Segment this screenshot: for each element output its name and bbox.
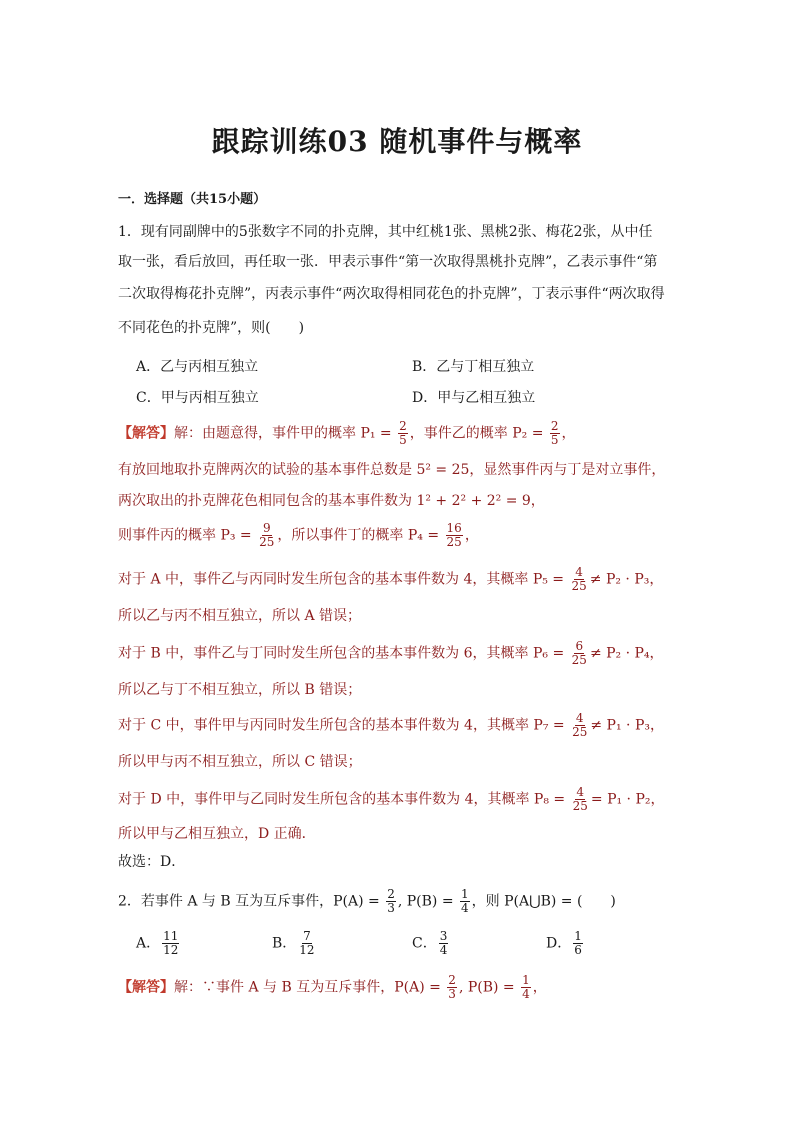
q1-option-c: C．甲与丙相互独立 — [136, 390, 259, 406]
question-text: 2．若事件 A 与 B 互为互斥事件，P(A) = — [118, 893, 380, 910]
fraction: $\frac{6}{25}$ — [571, 639, 587, 667]
solution-1-conclusion: 故选：D． — [118, 854, 186, 870]
q2-option-c: C． $\frac{3}{4}$ — [412, 929, 448, 957]
solution-1-line-5 — [118, 566, 663, 593]
fraction: $\frac{2}{3}$ — [448, 973, 456, 1001]
solution-1-line-1: 【解答】解：由题意得，事件甲的概率 P₁ = $\frac{2}{5}$ ，事件乙的概率 P₂ = $\frac{2}{5}$ ， — [118, 419, 576, 447]
q1-line-4: 不同花色的扑克牌”，则( ) — [118, 320, 305, 336]
solution-1-line-8: 所以乙与丁不相互独立，所以 B 错误； — [118, 682, 362, 698]
solution-1-line-4: 则事件丙的概率 P₃ = $\frac{9}{25}$ ，所以事件丁的概率 P₄ = $\frac{16}{25}$ ， — [118, 521, 479, 549]
fraction: $\frac{2}{5}$ — [399, 419, 407, 447]
q1-line-2: 取一张，看后放回，再任取一张．甲表示事件“第一次取得黑桃扑克牌”，乙表示事件“第 — [118, 254, 658, 270]
solution-1-line-10: 所以甲与丙不相互独立，所以 C 错误； — [118, 754, 362, 770]
solution-1-line-12: 所以甲与乙相互独立，D 正确． — [118, 826, 316, 842]
answer-tag: 【解答】 — [118, 425, 174, 442]
solution-1-line-6: 所以乙与丙不相互独立，所以 A 错误； — [118, 608, 362, 624]
fraction: $\frac{4}{25}$ — [572, 711, 588, 739]
fraction: $\frac{16}{25}$ — [446, 521, 462, 549]
solution-1-line-11 — [118, 786, 665, 813]
fraction: $\frac{2}{5}$ — [550, 419, 559, 447]
q1-option-a: A．乙与丙相互独立 — [136, 359, 259, 375]
fraction: $\frac{9}{25}$ — [259, 521, 275, 549]
solution-text: , P(B) = — [458, 979, 515, 996]
q1-option-b: B．乙与丁相互独立 — [412, 359, 535, 375]
solution-text: ≠ P₁ · P₃， — [590, 717, 664, 734]
solution-text: ，所以事件丁的概率 P₄ = — [277, 527, 440, 544]
q2-option-d: D． $\frac{1}{6}$ — [546, 929, 582, 957]
solution-text: 对于 D 中，事件甲与乙同时发生所包含的基本事件数为 4，其概率 P₈ = — [118, 791, 566, 808]
solution-1-line-3: 两次取出的扑克牌花色相同包含的基本事件数为 1² + 2² + 2² = 9， — [118, 493, 545, 509]
page-title: 跟踪训练03 随机事件与概率 — [211, 125, 583, 158]
solution-2-line-1 — [118, 974, 547, 1001]
fraction: $\frac{2}{3}$ — [387, 887, 395, 915]
solution-text: 对于 C 中，事件甲与丙同时发生所包含的基本事件数为 4，其概率 P₇ = — [118, 717, 565, 734]
solution-text: ≠ P₂ · P₄， — [589, 645, 664, 662]
solution-1-line-7 — [118, 640, 664, 667]
fraction: $\frac{1}{4}$ — [522, 973, 530, 1001]
q1-line-3: 二次取得梅花扑克牌”，丙表示事件“两次取得相同花色的扑克牌”，丁表示事件“两次取得 — [118, 286, 665, 302]
question-text: ，则 P(A⋃B) = ( ) — [471, 893, 616, 910]
q2-option-b: B． $\frac{7}{12}$ — [272, 929, 315, 957]
question-text: , P(B) = — [397, 893, 454, 910]
answer-tag: 【解答】 — [118, 979, 174, 996]
q2-stem — [118, 888, 616, 915]
solution-text: 解：∵事件 A 与 B 互为互斥事件，P(A) = — [174, 979, 441, 996]
solution-text: 对于 A 中，事件乙与丙同时发生所包含的基本事件数为 4，其概率 P₅ = — [118, 571, 565, 588]
fraction: $\frac{4}{25}$ — [571, 565, 587, 593]
fraction: $\frac{1}{4}$ — [461, 887, 469, 915]
solution-1-line-9 — [118, 712, 664, 739]
section-heading: 一．选择题（共15小题） — [118, 192, 267, 207]
solution-text: = P₁ · P₂， — [590, 791, 665, 808]
fraction: $\frac{4}{25}$ — [572, 785, 588, 813]
q1-line-1: 1．现有同副牌中的5张数字不同的扑克牌，其中红桃1张、黑桃2张、梅花2张，从中任 — [118, 224, 653, 240]
solution-text: ， — [532, 979, 547, 996]
q2-option-a: A． $\frac{11}{12}$ — [136, 929, 179, 957]
solution-text: 对于 B 中，事件乙与丁同时发生所包含的基本事件数为 6，其概率 P₆ = — [118, 645, 565, 662]
solution-1-line-2: 有放回地取扑克牌两次的试验的基本事件总数是 5² = 25，显然事件丙与丁是对立事件， — [118, 462, 666, 478]
solution-text: ≠ P₂ · P₃， — [589, 571, 664, 588]
solution-text: 解：由题意得，事件甲的概率 P₁ = — [174, 425, 392, 442]
solution-text: ，事件乙的概率 P₂ = — [409, 425, 544, 442]
q1-option-d: D．甲与乙相互独立 — [412, 390, 536, 406]
solution-text: 则事件丙的概率 P₃ = — [118, 527, 252, 544]
